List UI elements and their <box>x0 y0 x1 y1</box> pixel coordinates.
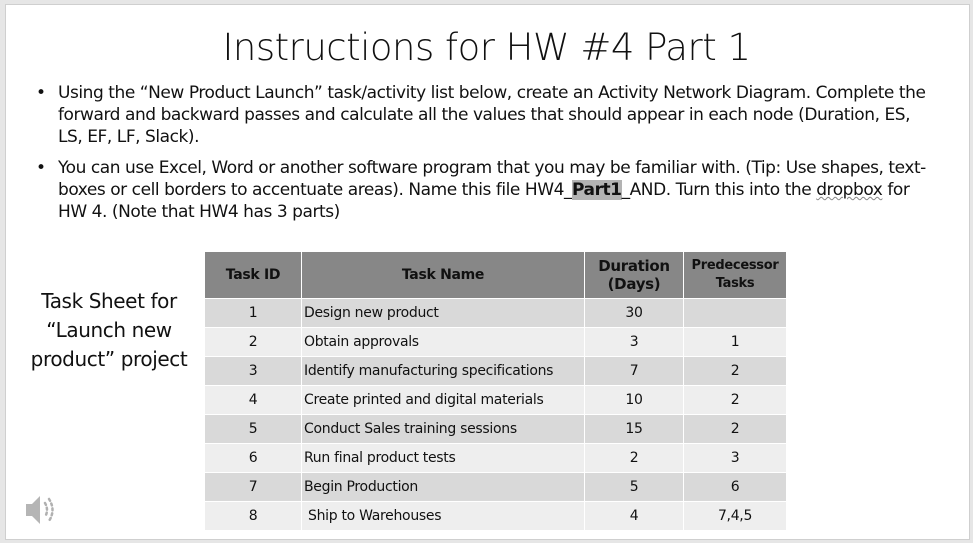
predecessor-cell: 2 <box>684 386 787 415</box>
speaker-icon[interactable] <box>24 492 60 533</box>
task-id-cell: 5 <box>205 415 302 444</box>
task-name-cell: Identify manufacturing specifications <box>302 357 585 386</box>
highlighted-text: Part1 <box>572 180 622 200</box>
duration-cell: 10 <box>585 386 684 415</box>
predecessor-cell: 3 <box>684 444 787 473</box>
bullet-dot: • <box>36 83 46 103</box>
task-name-cell: Conduct Sales training sessions <box>302 415 585 444</box>
predecessor-cell: 2 <box>684 357 787 386</box>
table-row <box>205 473 787 502</box>
slide-title: Instructions for HW #4 Part 1 <box>222 26 751 69</box>
table-row <box>205 444 787 473</box>
table-row <box>205 299 787 328</box>
header-predecessor: Predecessor Tasks <box>684 252 787 299</box>
task-name-cell: Obtain approvals <box>302 328 585 357</box>
task-id-cell: 4 <box>205 386 302 415</box>
table-row <box>205 415 787 444</box>
bullet-dot: • <box>36 158 46 178</box>
task-name-cell: Create printed and digital materials <box>302 386 585 415</box>
task-name-cell: Ship to Warehouses <box>302 502 585 531</box>
task-sheet-label: Task Sheet for “Launch new product” project <box>30 289 188 371</box>
task-id-cell: 8 <box>205 502 302 531</box>
table-row <box>205 386 787 415</box>
task-table <box>204 251 787 531</box>
task-name-cell: Begin Production <box>302 473 585 502</box>
header-task-id: Task ID <box>205 252 302 299</box>
header-task-name: Task Name <box>302 252 585 299</box>
task-name-cell: Run final product tests <box>302 444 585 473</box>
duration-cell: 15 <box>585 415 684 444</box>
predecessor-cell: 7,4,5 <box>684 502 787 531</box>
table-row <box>205 357 787 386</box>
spellcheck-word: dropbox <box>816 180 883 200</box>
task-id-cell: 3 <box>205 357 302 386</box>
bullet-1: • Using the “New Product Launch” task/activity list below, create an Activity Network Diagram. Complete the forward and backward passes and calculate all the values that should appear in each node (Duration, ES, LS, EF, LF, Slack). <box>36 83 926 147</box>
duration-cell: 5 <box>585 473 684 502</box>
predecessor-cell <box>684 299 787 328</box>
table-row <box>205 328 787 357</box>
table-row <box>205 502 787 531</box>
task-id-cell: 6 <box>205 444 302 473</box>
task-id-cell: 7 <box>205 473 302 502</box>
task-id-cell: 1 <box>205 299 302 328</box>
task-name-cell: Design new product <box>302 299 585 328</box>
duration-cell: 3 <box>585 328 684 357</box>
duration-cell: 7 <box>585 357 684 386</box>
task-id-cell: 2 <box>205 328 302 357</box>
duration-cell: 30 <box>585 299 684 328</box>
predecessor-cell: 6 <box>684 473 787 502</box>
predecessor-cell: 1 <box>684 328 787 357</box>
predecessor-cell: 2 <box>684 415 787 444</box>
bullet-2: • You can use Excel, Word or another software program that you may be familiar with. (Tip: Use shapes, text-boxes or cell borders to accentuate areas). Name this file HW4_Part1_AND. Turn this into the dropbox for HW 4. (Note that HW4 has 3 parts) <box>36 158 926 222</box>
header-duration: Duration (Days) <box>585 252 684 299</box>
duration-cell: 4 <box>585 502 684 531</box>
duration-cell: 2 <box>585 444 684 473</box>
